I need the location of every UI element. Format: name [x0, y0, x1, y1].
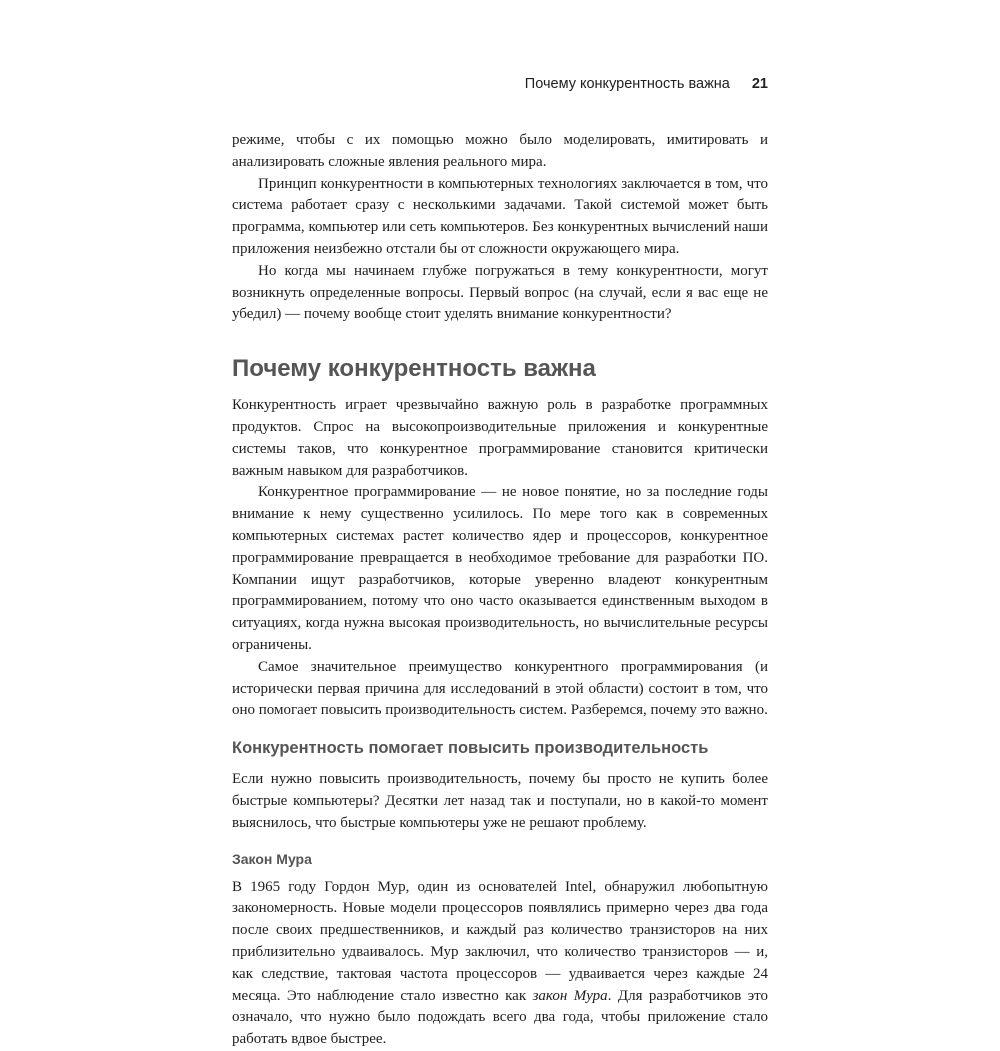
- intro-paragraph-1: режиме, чтобы с их помощью можно было моделировать, имитировать и анализировать сложные явления реального мира.: [232, 132, 768, 170]
- page-body: [232, 130, 768, 1051]
- moore-law-term: закон Мура: [532, 987, 608, 1004]
- section-paragraph-2: Конкурентное программирование — не новое понятие, но за последние годы внимание к нему существенно усилилось. По мере того как в современных компьютерных системах растет количество ядер и процессоров, конкурентное программирование превращается в необходимое требование для разработки ПО. Компании ищут разработчиков, которые уверенно владеют конкурентным программированием, потому что оно часто оказывается единственным выходом в ситуациях, когда нужна высокая производительность, но вычислительные ресурсы ограничены.: [232, 484, 768, 653]
- intro-paragraph-3: Но когда мы начинаем глубже погружаться в тему конкурентности, могут возникнуть определенные вопросы. Первый вопрос (на случай, если я вас еще не убедил) — почему вообще стоит уделять внимание конкурентности?: [232, 262, 768, 323]
- book-page: [232, 0, 769, 1048]
- running-header: [525, 76, 768, 92]
- page-number: 21: [751, 76, 768, 92]
- intro-paragraph-2: Принцип конкурентности в компьютерных технологиях заключается в том, что система работает сразу с несколькими задачами. Такой системой может быть программа, компьютер или сеть компьютеров. Без конкурентных вычислений наши приложения неизбежно отстали бы от сложности окружающего мира.: [232, 175, 768, 257]
- moore-law-heading: Закон Мура: [232, 850, 312, 867]
- section-heading: Почему конкурентность важна: [232, 355, 596, 383]
- running-title: Почему конкурентность важна: [524, 76, 730, 92]
- moore-text-before: В 1965 году Гордон Мур, один из основателей Intel, обнаружил любопытную закономерность. Новые модели процессоров появлялись примерно через два года после своих предшественников, и каждый раз количество транзисторов на них приблизительно удваивалось. Мур заключил, что количество транзисторов — и, как следствие, тактовая частота процессоров — удваивается через каждые 24 месяца. Это наблюдение стало известно как: [232, 878, 768, 1004]
- moore-law-paragraph: [232, 877, 768, 1051]
- section-paragraph-1: Конкурентность играет чрезвычайно важную роль в разработке программных продуктов. Спрос на высокопроизводительные приложения и конкурентные системы таков, что конкурентное программирование становится критически важным навыком для разработчиков.: [232, 397, 768, 479]
- subsection-paragraph-1: Если нужно повысить производительность, почему бы просто не купить более быстрые компьютеры? Десятки лет назад так и поступали, но в какой-то момент выяснилось, что быстрые компьютеры уже не решают проблему.: [232, 771, 768, 831]
- subsection-heading: Конкурентность помогает повысить производительность: [232, 739, 709, 758]
- moore-text-after: . Для разработчиков это означало, что нужно было подождать всего два года, чтобы приложение стало работать вдвое быстрее.: [232, 987, 769, 1048]
- section-paragraph-3: Самое значительное преимущество конкурентного программирования (и исторически первая причина для исследований в этой области) состоит в том, что оно помогает повысить производительность систем. Разберемся, почему это важно.: [232, 658, 768, 719]
